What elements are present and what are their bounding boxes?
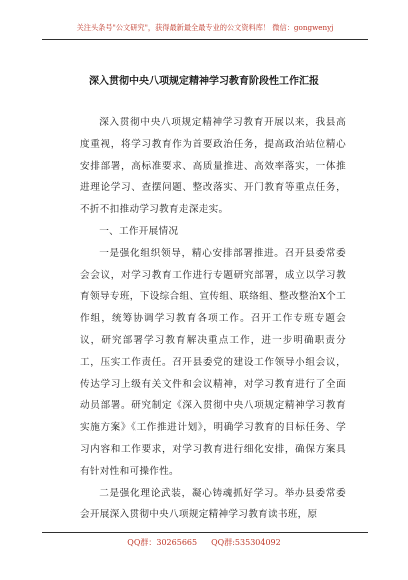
header-divider: [42, 39, 368, 40]
header-banner: 关注头条号"公文研究"，获得最新最全最专业的公文资料库！ 微信：gongwenyj: [76, 23, 334, 32]
body-paragraph: 一是强化组织领导，精心安排部署推进。召开县委常委会会议，对学习教育工作进行专题研究部署，成立以学习教育领导专班，下设综合组、宣传组、联络组、整改整治X个工作组，统筹协调学习教育各项工作。召开工作专班专题会议，研究部署学习教育解决重点工作，进一步明确职责分工，压实工作责任。召开县委党的建设工作领导小组会议，传达学习上级有关文件和会议精神，对学习教育进行了全面动员部署。研究制定《深入贯彻中央八项规定精神学习教育实施方案》《工作推进计划》，明确学习教育的目标任务、学习内容和工作要求，对学习教育进行细化安排，确保方案具有针对性和可操作性。: [80, 247, 346, 477]
body-paragraph: 二是强化理论武装，凝心铸魂抓好学习。举办县委常委会开展深入贯彻中央八项规定精神学习教育读书班，原: [80, 487, 346, 521]
document-title: 深入贯彻中央八项规定精神学习教育阶段性工作汇报: [89, 76, 319, 87]
footer-qq-group-1: QQ群：30265665: [127, 538, 198, 547]
intro-paragraph: 深入贯彻中央八项规定精神学习教育开展以来，我县高度重视，将学习教育作为首要政治任务，提高政治站位精心安排部署，高标准要求、高质量推进、高效率落实，一体推进理论学习、查摆问题、整改落实、开门教育等重点任务，不折不扣推动学习教育走深走实。: [80, 117, 346, 216]
footer: [0, 537, 408, 548]
section-heading: 一、工作开展情况: [99, 225, 179, 237]
document-body: [80, 112, 346, 526]
footer-divider: [42, 532, 368, 533]
footer-qq-group-2: QQ群:535304092: [211, 538, 281, 547]
